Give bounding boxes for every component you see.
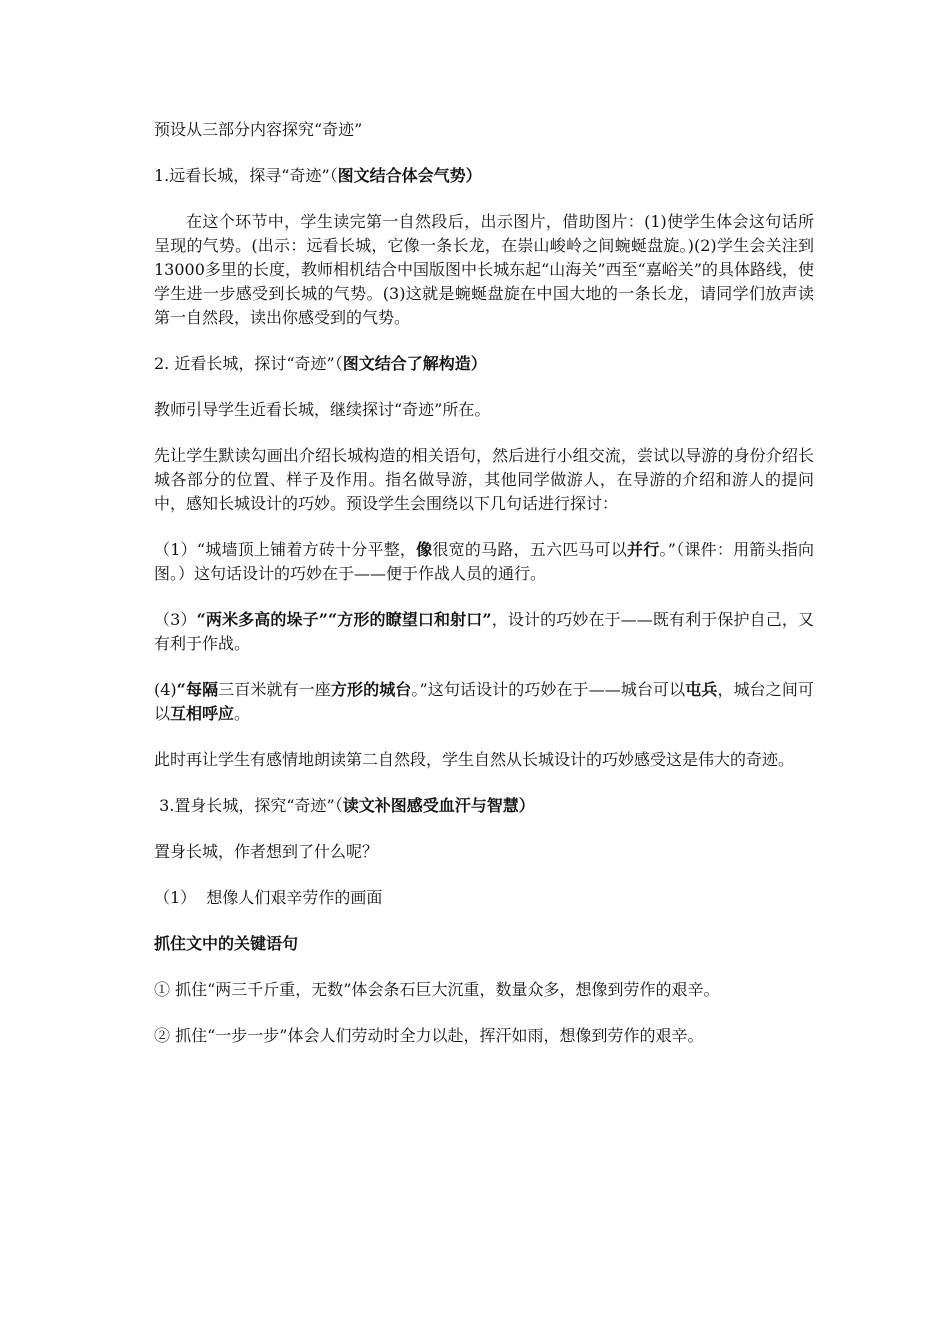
item3-bold-1: “两米多高的垛子”“方形的瞭望口和射口” (196, 610, 492, 629)
key-point-1: ① 抓住“两三千斤重，无数”体会条石巨大沉重，数量众多，想像到劳作的艰辛。 (154, 980, 720, 999)
item4-bold-3: 屯兵 (685, 680, 718, 699)
section3-lead: 置身长城，作者想到了什么呢？ (154, 842, 379, 861)
item4-text-3: 。”这句话设计的巧妙在于——城台可以 (411, 680, 686, 699)
section3-heading-bold: 读文补图感受血汗与智慧） (342, 796, 535, 815)
section3-heading-text: 3.置身长城，探究“奇迹”（ (154, 796, 343, 815)
section1-body: 在这个环节中，学生读完第一自然段后，出示图片，借助图片：(1)使学生体会这句话所呈现的气势。(出示：远看长城，它像一条长龙，在崇山峻岭之间蜿蜒盘旋。)(2)学生会关注到13000多里的长度，教师相机结合中国版图中长城东起“山海关”西至“嘉峪关”的具体路线，使学生进一步感受到长城的气势。(3)这就是蜿蜒盘旋在中国大地的一条长龙，请同学们放声读第一自然段，读出你感受到的气势。 (154, 212, 814, 327)
item4-text-1: (4) (154, 680, 177, 699)
section2-closing: 此时再让学生有感情地朗读第二自然段，学生自然从长城设计的巧妙感受这是伟大的奇迹。 (154, 750, 795, 769)
section2-item-1 (154, 538, 814, 586)
document-page (154, 118, 814, 1048)
section2-body: 先让学生默读勾画出介绍长城构造的相关语句，然后进行小组交流，尝试以导游的身份介绍长城各部分的位置、样子及作用。指名做导游，其他同学做游人，在导游的介绍和游人的提问中，感知长城设计的巧妙。预设学生会围绕以下几句话进行探讨： (154, 446, 814, 513)
item4-text-5: 。 (234, 704, 251, 723)
key-point-2: ② 抓住“一步一步”体会人们劳动时全力以赴，挥汗如雨，想像到劳作的艰辛。 (154, 1026, 704, 1045)
item4-bold-1: “每隔 (176, 680, 219, 699)
item4-bold-2: 方形的城台 (330, 680, 412, 699)
item3-text-2: ，设计的巧妙在于——既有利于保护自己，又有利于作战。 (154, 610, 814, 653)
section1-heading-bold: 图文结合体会气势） (337, 166, 482, 185)
item1-text-2: 很宽的马路，五六匹马可以 (432, 540, 628, 559)
section1-heading-text: 1.远看长城，探寻“奇迹”（ (154, 166, 338, 185)
section3-sub-1: （1） 想像人们艰辛劳作的画面 (154, 888, 383, 907)
item4-bold-4: 互相呼应 (170, 704, 235, 723)
item3-text-1: （3） (154, 610, 197, 629)
item1-bold-2: 并行 (627, 540, 660, 559)
section2-heading (154, 352, 814, 376)
section2-item-4 (154, 678, 814, 726)
item1-text-3: 。”（课件：用箭头指向图。）这句话设计的巧妙在于——便于作战人员的通行。 (154, 540, 814, 583)
section2-heading-text: 2. 近看长城，探讨“奇迹”（ (154, 354, 343, 373)
item4-text-4: ，城台之间可以 (154, 680, 814, 723)
section2-lead: 教师引导学生近看长城，继续探讨“奇迹”所在。 (154, 400, 491, 419)
section3-heading (154, 794, 814, 818)
intro-line: 预设从三部分内容探究“奇迹” (154, 120, 363, 139)
item1-text-1: （1）“城墙顶上铺着方砖十分平整， (154, 540, 417, 559)
key-sentences-heading: 抓住文中的关键语句 (154, 934, 299, 953)
section2-item-3 (154, 608, 814, 656)
section2-heading-bold: 图文结合了解构造） (342, 354, 487, 373)
item4-text-2: 三百米就有一座 (218, 680, 331, 699)
item1-bold-1: 像 (416, 540, 433, 559)
section1-heading (154, 164, 814, 188)
